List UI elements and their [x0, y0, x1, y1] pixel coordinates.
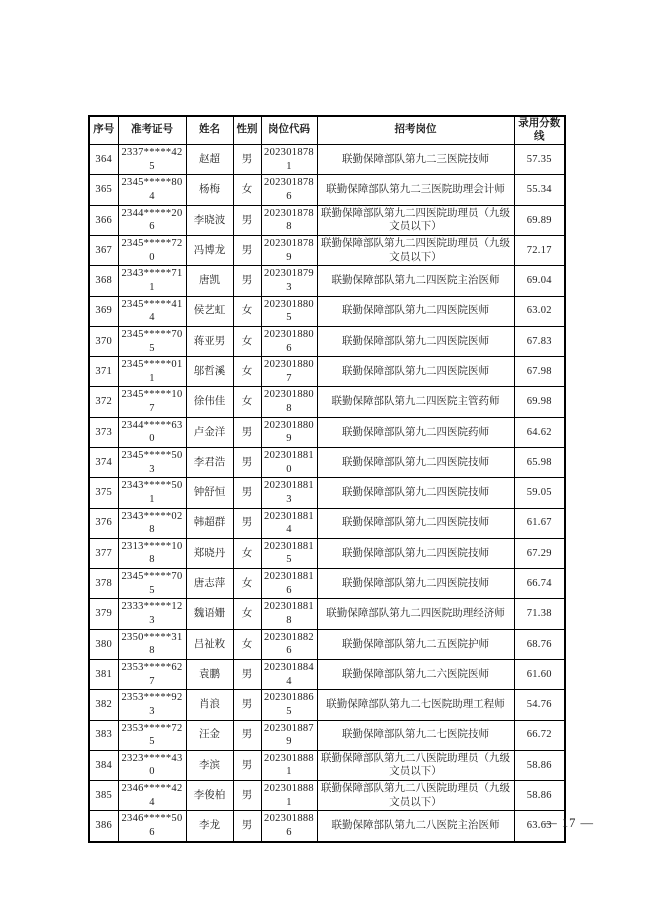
cell-exam_id: 2333*****123 — [118, 599, 186, 629]
page-number: — 17 — — [544, 816, 594, 830]
cell-score: 64.62 — [514, 417, 565, 447]
cell-post: 联勤保障部队第九二四医院助理员（九级文员以下） — [317, 205, 514, 235]
cell-post: 联勤保障部队第九二八医院助理员（九级文员以下） — [317, 750, 514, 780]
table-row — [89, 781, 565, 811]
cell-exam_id: 2345*****705 — [118, 569, 186, 599]
cell-exam_id: 2353*****725 — [118, 720, 186, 750]
cell-post: 联勤保障部队第九二四医院技师 — [317, 448, 514, 478]
table-row — [89, 690, 565, 720]
column-header-exam-id: 准考证号 — [118, 116, 186, 145]
table-row — [89, 387, 565, 417]
cell-post: 联勤保障部队第九二四医院助理员（九级文员以下） — [317, 236, 514, 266]
cell-score: 54.76 — [514, 690, 565, 720]
cell-name: 卢金洋 — [186, 417, 233, 447]
cell-post_code: 2023018865 — [261, 690, 317, 720]
column-header-post-code: 岗位代码 — [261, 116, 317, 145]
cell-name: 李龙 — [186, 811, 233, 842]
cell-score: 58.86 — [514, 750, 565, 780]
table-row — [89, 145, 565, 175]
cell-post: 联勤保障部队第九二四医院医师 — [317, 357, 514, 387]
cell-exam_id: 2345*****705 — [118, 326, 186, 356]
table-row — [89, 569, 565, 599]
table-row — [89, 750, 565, 780]
cell-index: 386 — [89, 811, 118, 842]
cell-name: 杨梅 — [186, 175, 233, 205]
cell-index: 373 — [89, 417, 118, 447]
cell-gender: 女 — [233, 538, 261, 568]
cell-post_code: 2023018886 — [261, 811, 317, 842]
cell-score: 55.34 — [514, 175, 565, 205]
cell-post_code: 2023018805 — [261, 296, 317, 326]
cell-gender: 女 — [233, 296, 261, 326]
cell-gender: 男 — [233, 720, 261, 750]
cell-score: 57.35 — [514, 145, 565, 175]
cell-score: 69.04 — [514, 266, 565, 296]
cell-exam_id: 2345*****503 — [118, 448, 186, 478]
cell-score: 69.98 — [514, 387, 565, 417]
cell-post_code: 2023018844 — [261, 659, 317, 689]
cell-post: 联勤保障部队第九二四医院技师 — [317, 478, 514, 508]
cell-gender: 女 — [233, 629, 261, 659]
cell-index: 376 — [89, 508, 118, 538]
cell-score: 65.98 — [514, 448, 565, 478]
cell-post: 联勤保障部队第九二三医院助理会计师 — [317, 175, 514, 205]
cell-post_code: 2023018793 — [261, 266, 317, 296]
cell-index: 382 — [89, 690, 118, 720]
cell-index: 372 — [89, 387, 118, 417]
cell-score: 63.02 — [514, 296, 565, 326]
cell-post: 联勤保障部队第九二四医院药师 — [317, 417, 514, 447]
cell-index: 370 — [89, 326, 118, 356]
column-header-score: 录用分数线 — [514, 116, 565, 145]
cell-gender: 女 — [233, 569, 261, 599]
cell-post_code: 2023018816 — [261, 569, 317, 599]
cell-score: 68.76 — [514, 629, 565, 659]
cell-name: 肖浪 — [186, 690, 233, 720]
cell-name: 赵超 — [186, 145, 233, 175]
cell-exam_id: 2343*****501 — [118, 478, 186, 508]
cell-exam_id: 2353*****627 — [118, 659, 186, 689]
cell-index: 371 — [89, 357, 118, 387]
cell-score: 66.72 — [514, 720, 565, 750]
cell-post_code: 2023018781 — [261, 145, 317, 175]
cell-index: 375 — [89, 478, 118, 508]
table-row — [89, 205, 565, 235]
column-header-name: 姓名 — [186, 116, 233, 145]
table-row — [89, 326, 565, 356]
cell-gender: 女 — [233, 357, 261, 387]
table-row — [89, 266, 565, 296]
cell-post_code: 2023018808 — [261, 387, 317, 417]
score-table-body — [89, 145, 565, 842]
cell-post_code: 2023018810 — [261, 448, 317, 478]
cell-exam_id: 2343*****028 — [118, 508, 186, 538]
cell-gender: 男 — [233, 478, 261, 508]
cell-exam_id: 2350*****318 — [118, 629, 186, 659]
table-row — [89, 357, 565, 387]
table-row — [89, 478, 565, 508]
cell-index: 380 — [89, 629, 118, 659]
table-row — [89, 417, 565, 447]
cell-post: 联勤保障部队第九二四医院技师 — [317, 508, 514, 538]
cell-post_code: 2023018788 — [261, 205, 317, 235]
cell-exam_id: 2313*****108 — [118, 538, 186, 568]
cell-score: 67.83 — [514, 326, 565, 356]
cell-post: 联勤保障部队第九二四医院主管药师 — [317, 387, 514, 417]
cell-name: 郑晓丹 — [186, 538, 233, 568]
cell-exam_id: 2343*****711 — [118, 266, 186, 296]
cell-index: 384 — [89, 750, 118, 780]
cell-score: 71.38 — [514, 599, 565, 629]
cell-index: 377 — [89, 538, 118, 568]
cell-gender: 男 — [233, 448, 261, 478]
cell-exam_id: 2345*****414 — [118, 296, 186, 326]
cell-name: 冯博龙 — [186, 236, 233, 266]
cell-post: 联勤保障部队第九二四医院主治医师 — [317, 266, 514, 296]
cell-name: 汪金 — [186, 720, 233, 750]
cell-exam_id: 2344*****630 — [118, 417, 186, 447]
cell-post_code: 2023018807 — [261, 357, 317, 387]
cell-gender: 男 — [233, 205, 261, 235]
cell-index: 365 — [89, 175, 118, 205]
cell-post: 联勤保障部队第九二八医院主治医师 — [317, 811, 514, 842]
cell-name: 李滨 — [186, 750, 233, 780]
cell-post_code: 2023018818 — [261, 599, 317, 629]
column-header-post: 招考岗位 — [317, 116, 514, 145]
cell-post: 联勤保障部队第九二六医院医师 — [317, 659, 514, 689]
cell-index: 369 — [89, 296, 118, 326]
cell-exam_id: 2345*****804 — [118, 175, 186, 205]
cell-name: 李俊柏 — [186, 781, 233, 811]
table-row — [89, 811, 565, 842]
cell-name: 袁鹏 — [186, 659, 233, 689]
cell-post: 联勤保障部队第九二四医院技师 — [317, 569, 514, 599]
table-row — [89, 296, 565, 326]
cell-post: 联勤保障部队第九二四医院医师 — [317, 326, 514, 356]
cell-exam_id: 2337*****425 — [118, 145, 186, 175]
cell-gender: 女 — [233, 175, 261, 205]
cell-exam_id: 2345*****720 — [118, 236, 186, 266]
cell-gender: 男 — [233, 236, 261, 266]
cell-gender: 女 — [233, 599, 261, 629]
table-row — [89, 538, 565, 568]
cell-exam_id: 2353*****923 — [118, 690, 186, 720]
score-table-header — [89, 116, 565, 145]
cell-post: 联勤保障部队第九二七医院助理工程师 — [317, 690, 514, 720]
cell-score: 58.86 — [514, 781, 565, 811]
cell-post: 联勤保障部队第九二四医院医师 — [317, 296, 514, 326]
cell-post: 联勤保障部队第九二八医院助理员（九级文员以下） — [317, 781, 514, 811]
cell-post: 联勤保障部队第九二三医院技师 — [317, 145, 514, 175]
cell-post_code: 2023018789 — [261, 236, 317, 266]
cell-exam_id: 2346*****424 — [118, 781, 186, 811]
cell-post_code: 2023018814 — [261, 508, 317, 538]
cell-post_code: 2023018881 — [261, 750, 317, 780]
table-row — [89, 508, 565, 538]
cell-gender: 男 — [233, 690, 261, 720]
cell-post_code: 2023018813 — [261, 478, 317, 508]
cell-index: 383 — [89, 720, 118, 750]
cell-name: 魏语姗 — [186, 599, 233, 629]
table-row — [89, 599, 565, 629]
cell-post: 联勤保障部队第九二四医院助理经济师 — [317, 599, 514, 629]
cell-index: 364 — [89, 145, 118, 175]
cell-exam_id: 2323*****430 — [118, 750, 186, 780]
cell-post: 联勤保障部队第九二七医院技师 — [317, 720, 514, 750]
header-row — [89, 116, 565, 145]
cell-gender: 女 — [233, 326, 261, 356]
cell-exam_id: 2344*****206 — [118, 205, 186, 235]
cell-index: 385 — [89, 781, 118, 811]
cell-gender: 男 — [233, 659, 261, 689]
cell-name: 邬哲溪 — [186, 357, 233, 387]
cell-exam_id: 2345*****107 — [118, 387, 186, 417]
cell-score: 67.98 — [514, 357, 565, 387]
cell-score: 72.17 — [514, 236, 565, 266]
cell-name: 钟舒恒 — [186, 478, 233, 508]
table-row — [89, 175, 565, 205]
cell-name: 唐凯 — [186, 266, 233, 296]
cell-gender: 女 — [233, 387, 261, 417]
cell-index: 374 — [89, 448, 118, 478]
cell-name: 李君浩 — [186, 448, 233, 478]
recruitment-score-table — [88, 115, 566, 843]
table-row — [89, 236, 565, 266]
cell-post_code: 2023018826 — [261, 629, 317, 659]
cell-gender: 男 — [233, 417, 261, 447]
cell-index: 378 — [89, 569, 118, 599]
table-row — [89, 659, 565, 689]
cell-name: 侯艺虹 — [186, 296, 233, 326]
cell-gender: 男 — [233, 266, 261, 296]
cell-index: 379 — [89, 599, 118, 629]
cell-post_code: 2023018879 — [261, 720, 317, 750]
cell-exam_id: 2345*****011 — [118, 357, 186, 387]
cell-index: 367 — [89, 236, 118, 266]
cell-post_code: 2023018881 — [261, 781, 317, 811]
table-row — [89, 448, 565, 478]
cell-gender: 男 — [233, 750, 261, 780]
cell-index: 368 — [89, 266, 118, 296]
cell-post_code: 2023018806 — [261, 326, 317, 356]
cell-score: 67.29 — [514, 538, 565, 568]
cell-name: 吕祉敉 — [186, 629, 233, 659]
cell-index: 381 — [89, 659, 118, 689]
cell-index: 366 — [89, 205, 118, 235]
cell-name: 李晓波 — [186, 205, 233, 235]
column-header-gender: 性别 — [233, 116, 261, 145]
cell-name: 唐志萍 — [186, 569, 233, 599]
table-row — [89, 720, 565, 750]
cell-gender: 男 — [233, 811, 261, 842]
cell-post: 联勤保障部队第九二五医院护师 — [317, 629, 514, 659]
cell-score: 61.60 — [514, 659, 565, 689]
cell-gender: 男 — [233, 781, 261, 811]
cell-score: 59.05 — [514, 478, 565, 508]
cell-score: 63.63 — [514, 811, 565, 842]
cell-name: 韩超群 — [186, 508, 233, 538]
cell-name: 蒋亚男 — [186, 326, 233, 356]
cell-score: 61.67 — [514, 508, 565, 538]
cell-post: 联勤保障部队第九二四医院技师 — [317, 538, 514, 568]
cell-name: 徐伟佳 — [186, 387, 233, 417]
cell-gender: 男 — [233, 145, 261, 175]
cell-score: 69.89 — [514, 205, 565, 235]
cell-post_code: 2023018809 — [261, 417, 317, 447]
cell-exam_id: 2346*****506 — [118, 811, 186, 842]
cell-post_code: 2023018815 — [261, 538, 317, 568]
cell-gender: 男 — [233, 508, 261, 538]
cell-score: 66.74 — [514, 569, 565, 599]
cell-post_code: 2023018786 — [261, 175, 317, 205]
column-header-index: 序号 — [89, 116, 118, 145]
table-row — [89, 629, 565, 659]
